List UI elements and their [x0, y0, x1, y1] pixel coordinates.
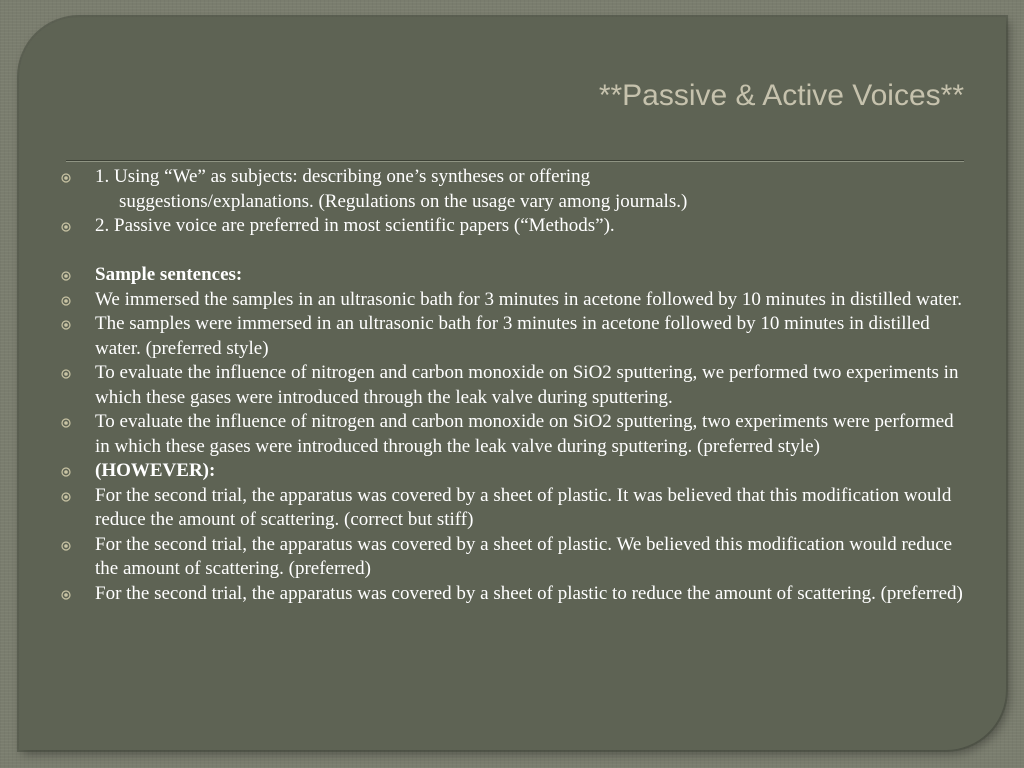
list-item-text: We immersed the samples in an ultrasonic bath for 3 minutes in acetone followed by 10 minutes in distilled water. [95, 288, 962, 310]
section-heading: Sample sentences: [95, 264, 243, 285]
circled-dot-bullet-icon [61, 467, 71, 477]
circled-dot-bullet-icon [61, 222, 71, 232]
list-item [60, 484, 970, 533]
bullet-list [60, 165, 970, 606]
list-item [60, 288, 970, 313]
list-item [60, 361, 970, 410]
slide-title: **Passive & Active Voices** [598, 79, 964, 112]
circled-dot-bullet-icon [61, 320, 71, 330]
list-item [60, 459, 970, 484]
list-item-text: To evaluate the influence of nitrogen and carbon monoxide on SiO2 sputtering, we performed two experiments in which these gases were introduced through the leak valve during sputtering. [95, 362, 959, 408]
list-item [60, 410, 970, 459]
list-item-text: 1. Using “We” as subjects: describing one’s syntheses or offering [95, 166, 591, 187]
circled-dot-bullet-icon [61, 369, 71, 379]
list-item-text: For the second trial, the apparatus was covered by a sheet of plastic to reduce the amount of scattering. (preferred) [95, 582, 963, 604]
list-item-text: The samples were immersed in an ultrasonic bath for 3 minutes in acetone followed by 10 minutes in distilled water. (preferred style) [95, 313, 930, 359]
list-item [60, 165, 970, 214]
list-item [60, 312, 970, 361]
circled-dot-bullet-icon [61, 541, 71, 551]
list-spacer [60, 239, 970, 264]
list-item-text-continued: suggestions/explanations. (Regulations on the usage vary among journals.) [119, 190, 688, 212]
circled-dot-bullet-icon [61, 590, 71, 600]
list-item [60, 582, 970, 607]
list-item-text: To evaluate the influence of nitrogen and carbon monoxide on SiO2 sputtering, two experiments were performed in which these gases were introduced through the leak valve during sputtering. (preferred style) [95, 411, 954, 457]
circled-dot-bullet-icon [61, 271, 71, 281]
list-item-text: For the second trial, the apparatus was covered by a sheet of plastic. We believed this modification would reduce the amount of scattering. (preferred) [95, 533, 953, 579]
list-item-text: For the second trial, the apparatus was covered by a sheet of plastic. It was believed that this modification would reduce the amount of scattering. (correct but stiff) [95, 484, 952, 530]
list-item [60, 533, 970, 582]
circled-dot-bullet-icon [61, 296, 71, 306]
title-divider [66, 160, 964, 162]
list-item [60, 214, 970, 239]
circled-dot-bullet-icon [61, 418, 71, 428]
list-item-text: 2. Passive voice are preferred in most scientific papers (“Methods”). [95, 215, 615, 236]
list-item [60, 263, 970, 288]
circled-dot-bullet-icon [61, 492, 71, 502]
circled-dot-bullet-icon [61, 173, 71, 183]
section-heading: (HOWEVER): [95, 460, 216, 481]
